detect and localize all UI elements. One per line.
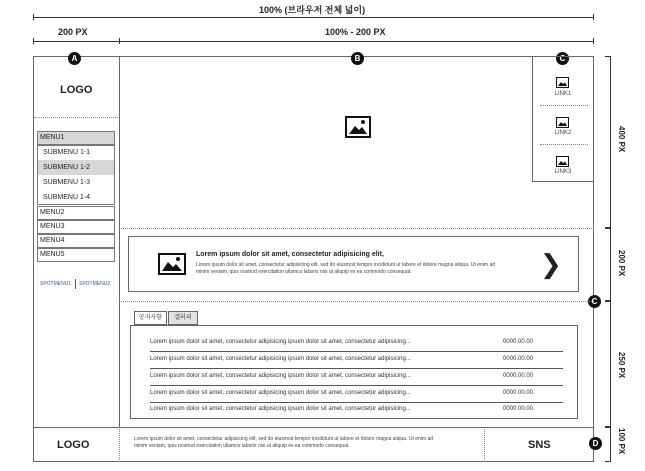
news-row[interactable] [150,339,563,351]
dim-tick [33,14,34,20]
submenu-1-2[interactable]: SUBMENU 1-2 [38,160,114,175]
links-divider [540,144,588,145]
promo-image-icon [158,253,186,280]
dim-200-label: 200 PX [617,250,626,277]
news-date: 0000.00.00 [502,373,533,379]
dim-100-label: 100 PX [617,428,626,455]
badge-c-top: C [556,52,569,65]
dim-400-label: 400 PX [617,126,626,153]
menu-item-5[interactable]: MENU5 [37,248,115,262]
footer-divider [119,427,120,462]
dim-right-line [119,41,593,42]
hero-bottom-divider [119,228,594,229]
news-title: Lorem ipsum dolor sit amet, consectetur adipisicing ipsum dolor sit amet, consectetur adipisicing... [150,390,411,396]
news-date: 0000.00.00 [502,390,533,396]
dim-tick [33,38,34,44]
promo-title: Lorem ipsum dolor sit amet, consectetur adipisicing elit, [196,251,384,258]
hero-image-icon [345,116,371,143]
dim-tick [593,38,594,44]
sidebar-logo-divider [34,117,118,118]
submenu-1-1[interactable]: SUBMENU 1-1 [43,149,91,156]
menu-item-4[interactable]: MENU4 [37,234,115,248]
link2-label[interactable]: LINK2 [554,130,572,136]
dim-brace-250 [605,301,611,427]
news-title: Lorem ipsum dolor sit amet, consectetur adipisicing ipsum dolor sit amet, consectetur adipisicing... [150,356,411,362]
news-date: 0000.00.00 [502,356,533,362]
dim-total-label: 100% (브라우저 전체 넓이) [259,5,366,15]
dim-left-line [33,41,119,42]
dim-brace-400 [605,56,611,228]
news-date: 0000.00.00 [502,339,533,345]
news-row[interactable] [150,390,563,402]
dim-brace-200 [605,228,611,301]
dim-total-line [33,17,593,18]
news-row-divider [150,368,563,369]
news-title: Lorem ipsum dolor sit amet, consectetur adipisicing ipsum dolor sit amet, consectetur adipisicing... [150,373,411,379]
tab-gallery[interactable]: 갤러리 [168,311,198,325]
spotmenu-separator [75,279,76,289]
spotmenu-1[interactable]: SPOTMENU1 [40,281,72,287]
tab-notice[interactable]: 공지사항 [134,311,167,325]
badge-a: A [68,52,81,65]
menu-item-1[interactable]: MENU1 [37,131,115,145]
dim-250-label: 250 PX [617,352,626,379]
badge-b: B [351,52,364,65]
spotmenu-2[interactable]: SPOTMENU2 [79,281,111,287]
submenu-1-3[interactable]: SUBMENU 1-3 [43,179,91,186]
dim-tick [119,38,120,44]
news-title: Lorem ipsum dolor sit amet, consectetur adipisicing ipsum dolor sit amet, consectetur adipisicing... [150,406,411,412]
dim-tick [593,14,594,20]
dim-left-label: 200 PX [58,27,88,37]
news-row-divider [150,351,563,352]
link3-label[interactable]: LINK3 [554,169,572,175]
sidebar-logo: LOGO [60,84,93,96]
menu-item-2[interactable]: MENU2 [37,206,115,220]
menu-item-3[interactable]: MENU3 [37,220,115,234]
footer-text-1: Lorem ipsum dolor sit amet, consectetur adipisicing elit, sed do eiusmod tempor incididunt ut labore et dolore magna aliqua. Ut enim ad [134,436,434,442]
chevron-right-icon[interactable]: ❯ [540,249,562,279]
footer-divider [484,427,485,462]
promo-body-2: minim veniam, quis nostrud exercitation ullamco laboris nisi ut aliquip ex ea commodo consequat. [196,269,412,275]
footer-top-line [33,427,594,428]
news-row[interactable] [150,406,563,418]
news-row[interactable] [150,356,563,368]
footer-sns[interactable]: SNS [528,439,551,451]
footer-text-2: minim veniam, quis nostrud exercitation ullamco laboris nisi ut aliquip ex ea commodo consequat. [134,443,350,449]
promo-bottom-divider [119,301,594,302]
news-date: 0000.00.00 [502,406,533,412]
news-title: Lorem ipsum dolor sit amet, consectetur adipisicing ipsum dolor sit amet, consectetur adipisicing... [150,339,411,345]
submenu-1-4[interactable]: SUBMENU 1-4 [43,194,91,201]
news-row-divider [150,385,563,386]
badge-c-mid: C [588,295,601,308]
dim-brace-100 [605,427,611,462]
link1-label[interactable]: LINK1 [554,91,572,97]
footer-logo: LOGO [57,439,90,451]
links-divider [540,105,588,106]
badge-d: D [589,437,602,450]
promo-body-1: Lorem ipsum dolor sit amet, consectetur adipisicing elit, sed do eiusmod tempor incididunt ut labore et dolore magna aliqua. Ut enim ad [196,262,496,268]
news-row-divider [150,402,563,403]
news-row[interactable] [150,373,563,385]
sidebar-divider [119,56,120,427]
dim-right-label: 100% - 200 PX [325,27,386,37]
